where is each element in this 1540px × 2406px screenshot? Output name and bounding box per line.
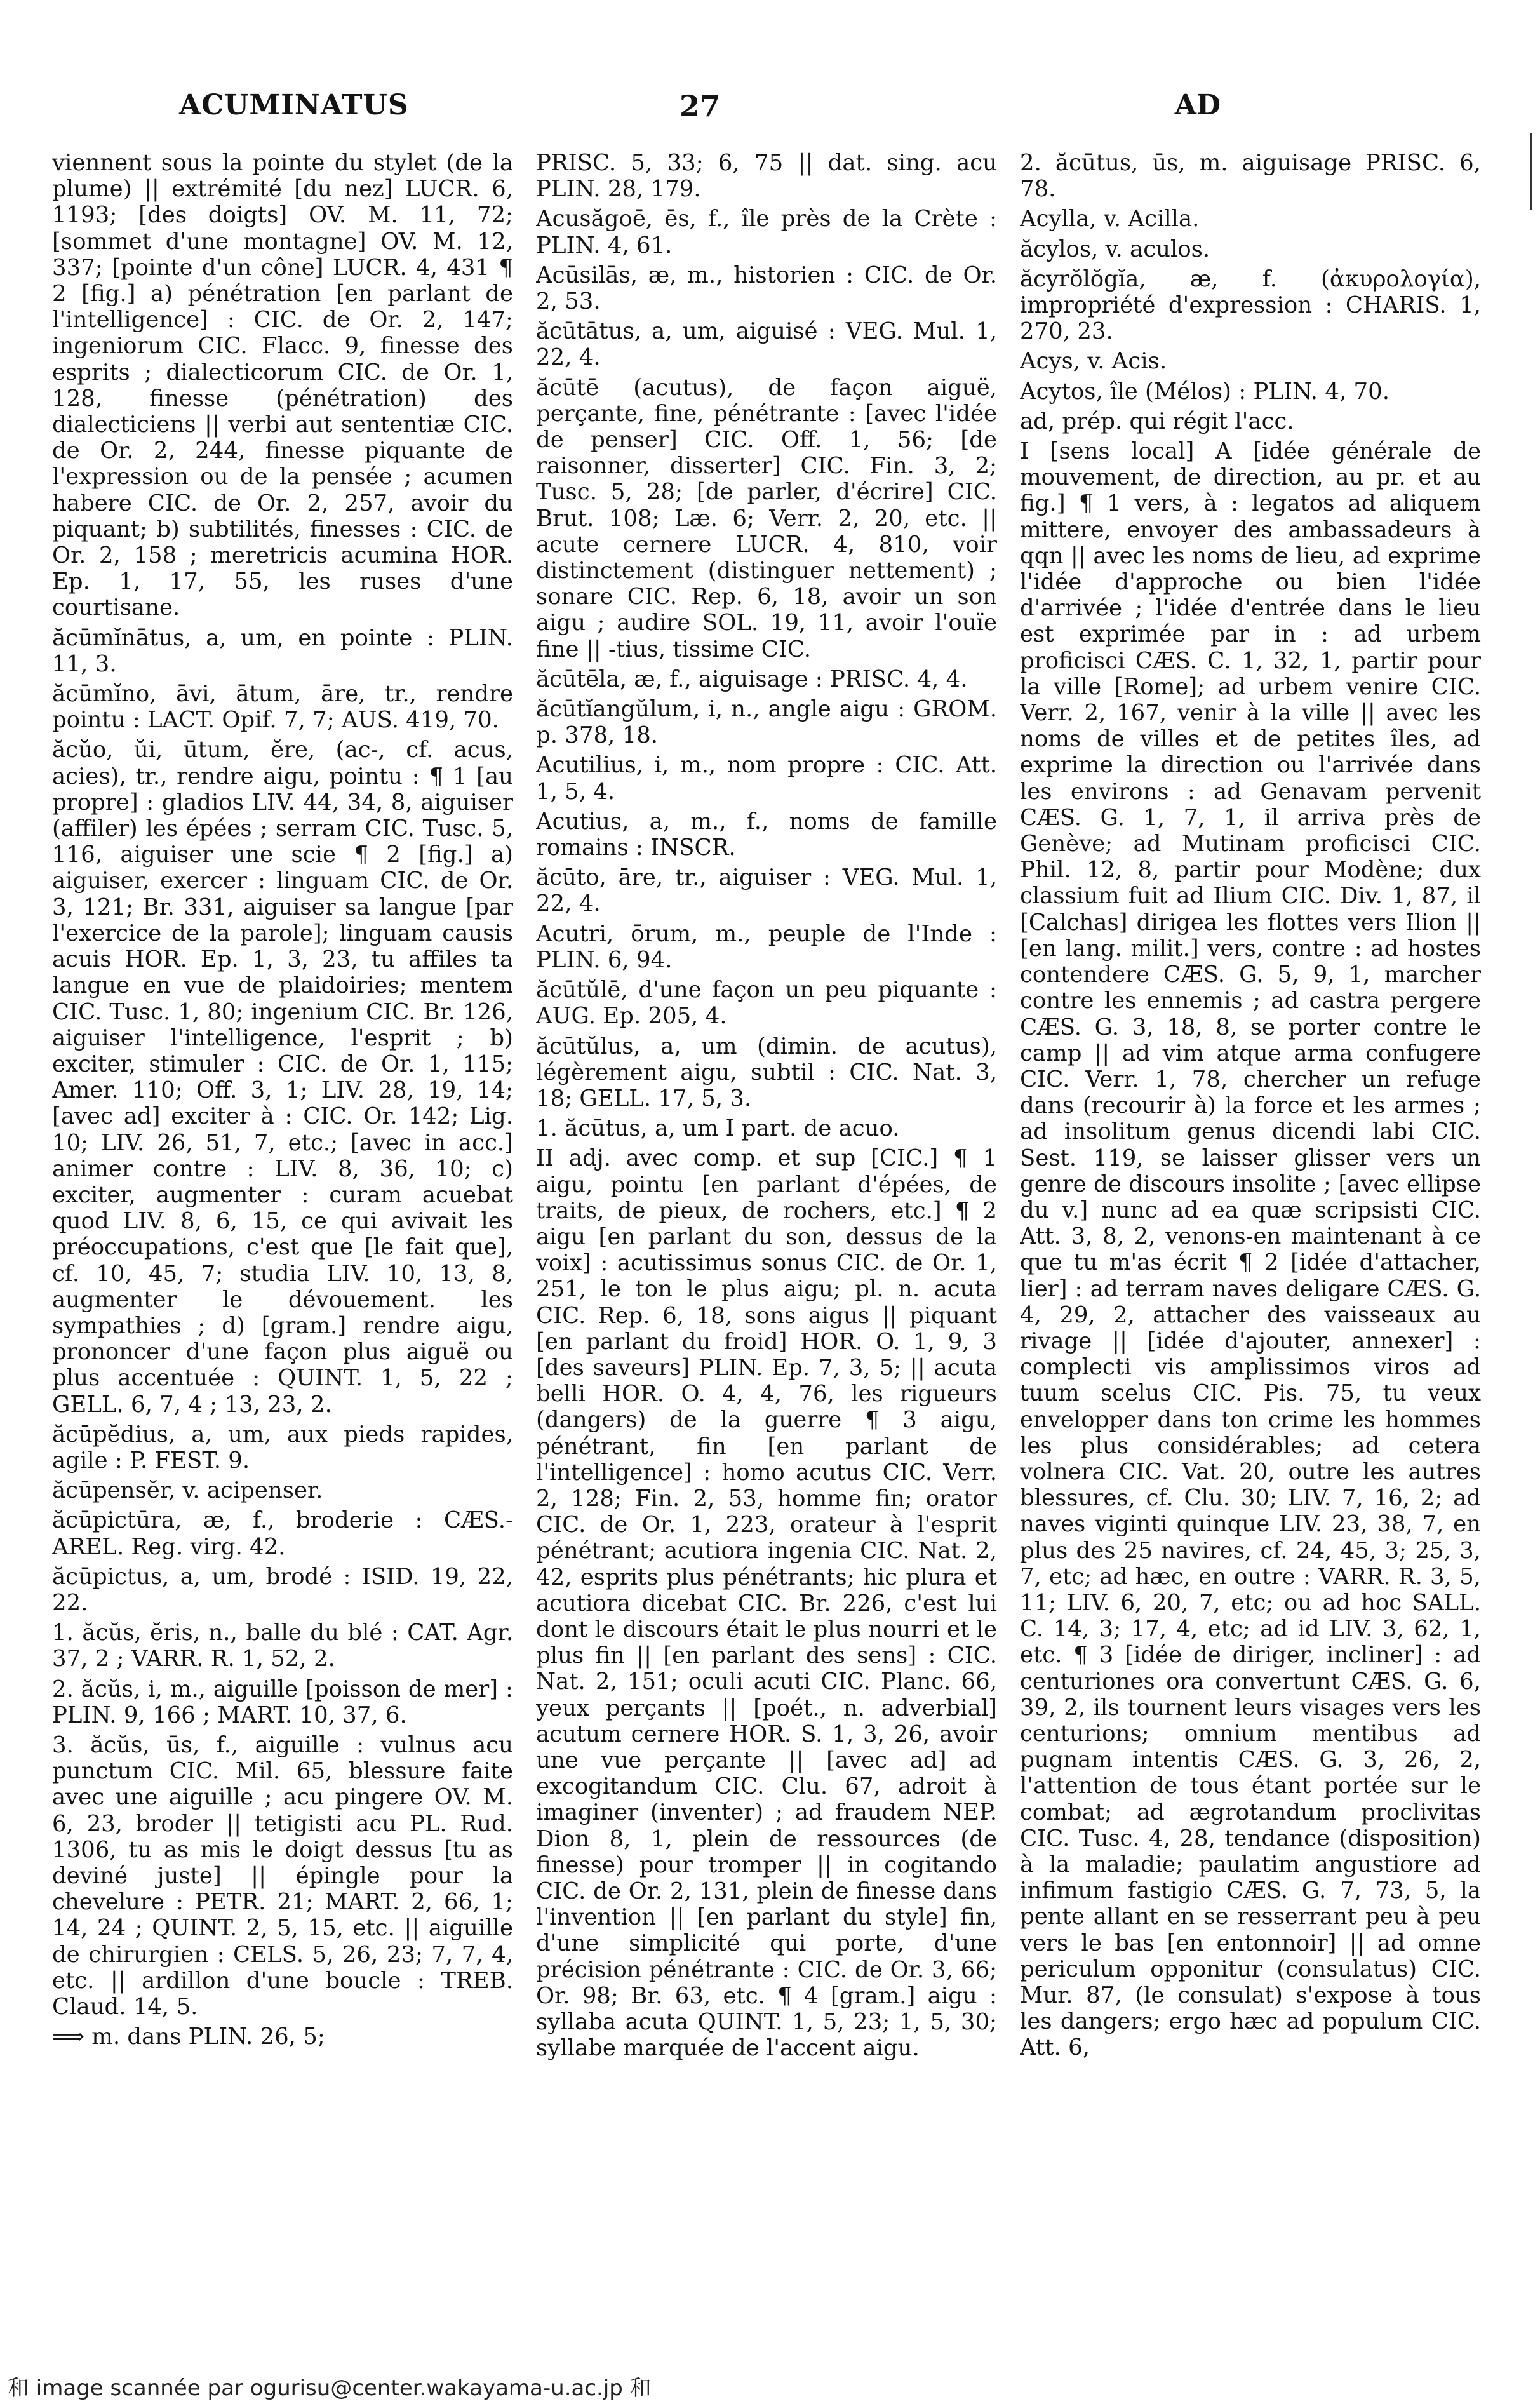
dictionary-entry: ăcūtātus, a, um, aiguisé : VEG. Mul. 1, 22, 4. xyxy=(536,318,997,371)
dictionary-entry: ăcūmĭno, āvi, ātum, āre, tr., rendre pointu : LACT. Opif. 7, 7; AUS. 419, 70. xyxy=(52,681,513,734)
dictionary-entry: ⟹ m. dans PLIN. 26, 5; xyxy=(52,2024,325,2050)
dictionary-entry: 3. ăcŭs, ūs, f., aiguille : vulnus acu punctum CIC. Mil. 65, blessure faite avec une aiguille ; acu pingere OV. M. 6, 23, broder || tetigisti acu PL. Rud. 1306, tu as mis le doigt dessus [tu as deviné juste] || épingle pour la chevelure : PETR. 21; MART. 2, 66, 1; 14, 24 ; QUINT. 2, 5, 15, etc. || aiguille de chirurgien : CELS. 5, 26, 23; 7, 7, 4, etc. || ardillon d'une boucle : TREB. Claud. 14, 5. xyxy=(52,1731,513,2020)
dictionary-entry: ăcūtĭangŭlum, i, n., angle aigu : GROM. p. 378, 18. xyxy=(536,696,997,749)
dictionary-entry: 2. ăcūtus, ūs, m. aiguisage PRISC. 6, 78. xyxy=(1020,150,1481,203)
dictionary-entry: ăcūpictūra, æ, f., broderie : CÆS.-AREL. Reg. virg. 42. xyxy=(52,1507,513,1560)
dictionary-entry: Acūsilās, æ, m., historien : CIC. de Or. 2, 53. xyxy=(536,262,997,315)
dictionary-entry: Acylla, v. Acilla. xyxy=(1020,206,1200,232)
dictionary-entry: ăcylos, v. aculos. xyxy=(1020,236,1210,262)
dictionary-entry: 2. ăcŭs, i, m., aiguille [poisson de mer] : PLIN. 9, 166 ; MART. 10, 37, 6. xyxy=(52,1676,513,1728)
dictionary-entry: ăcūpĕdius, a, um, aux pieds rapides, agile : P. FEST. 9. xyxy=(52,1421,513,1474)
dictionary-entry: viennent sous la pointe du stylet (de la plume) || extrémité [du nez] LUCR. 6, 1193; [des doigts] OV. M. 11, 72; [sommet d'une montagne] OV. M. 12, 337; [pointe d'un cône] LUCR. 4, 431 ¶ 2 [fig.] a) pénétration [en parlant de l'intelligence] : CIC. de Or. 2, 147; ingeniorum CIC. Flacc. 9, finesse des esprits ; dialecticorum CIC. de Or. 1, 128, finesse (pénétration) des dialecticiens || verbi aut sententiæ CIC. de Or. 2, 244, finesse piquante de l'expression ou de la pensée ; acumen habere CIC. de Or. 2, 257, avoir du piquant; b) subtilités, finesses : CIC. de Or. 2, 158 ; meretricis acumina HOR. Ep. 1, 17, 55, les ruses d'une courtisane. xyxy=(52,150,513,621)
dictionary-entry: Acys, v. Acis. xyxy=(1020,348,1167,375)
dictionary-entry: 1. ăcŭs, ĕris, n., balle du blé : CAT. Agr. 37, 2 ; VARR. R. 1, 52, 2. xyxy=(52,1620,513,1672)
running-head-right: AD xyxy=(1174,89,1221,121)
dictionary-entry: ăcūtŭlus, a, um (dimin. de acutus), légèrement aigu, subtil : CIC. Nat. 3, 18; GELL. 17, 5, 3. xyxy=(536,1033,997,1112)
dictionary-columns xyxy=(52,150,1481,2306)
dictionary-entry: ăcŭo, ŭi, ūtum, ĕre, (ac-, cf. acus, acies), tr., rendre aigu, pointu : ¶ 1 [au propre] : gladios LIV. 44, 34, 8, aiguiser (affiler) les épées ; serram CIC. Tusc. 5, 116, aiguiser une scie ¶ 2 [fig.] a) aiguiser, exercer : linguam CIC. de Or. 3, 121; Br. 331, aiguiser sa langue [par l'exercice de la parole]; linguam causis acuis HOR. Ep. 1, 3, 23, tu affiles ta langue en vue de plaidoiries; mentem CIC. Tusc. 1, 80; ingenium CIC. Br. 126, aiguiser l'intelligence, l'esprit ; b) exciter, stimuler : CIC. de Or. 1, 115; Amer. 110; Off. 3, 1; LIV. 28, 19, 14; [avec ad] exciter à : CIC. Or. 142; Lig. 10; LIV. 26, 51, 7, etc.; [avec in acc.] animer contre : LIV. 8, 36, 10; c) exciter, augmenter : curam acuebat quod LIV. 8, 6, 15, ce qui avivait les préoccupations, c'est que [le fait que], cf. 10, 45, 7; studia LIV. 10, 13, 8, augmenter le dévouement. les sympathies ; d) [gram.] rendre aigu, prononcer d'une façon plus aiguë ou plus accentuée : QUINT. 1, 5, 22 ; GELL. 6, 7, 4 ; 13, 23, 2. xyxy=(52,737,513,1418)
column-right xyxy=(1020,150,1481,2306)
dictionary-entry: Acytos, île (Mélos) : PLIN. 4, 70. xyxy=(1020,378,1389,405)
column-middle xyxy=(536,150,997,2306)
page-number: 27 xyxy=(679,89,721,123)
dictionary-entry: Acusăgoē, ēs, f., île près de la Crète : PLIN. 4, 61. xyxy=(536,206,997,259)
dictionary-entry: 1. ăcūtus, a, um I part. de acuo. xyxy=(536,1115,900,1142)
margin-rule xyxy=(1530,133,1532,210)
column-left xyxy=(52,150,513,2306)
page-header xyxy=(179,89,1221,127)
dictionary-entry: I [sens local] A [idée générale de mouvement, de direction, au pr. et au fig.] ¶ 1 vers, à : legatos ad aliquem mittere, envoyer des ambassadeurs à qqn || avec les noms de lieu, ad exprime l'idée d'approche ou bien l'idée d'arrivée ; l'idée d'entrée dans le lieu est exprimée par in : ad urbem proficisci CÆS. C. 1, 32, 1, partir pour la ville [Rome]; ad urbem venire CIC. Verr. 2, 167, venir à la ville || avec les noms de villes et de petites îles, ad exprime la direction ou l'arrivée dans les environs : ad Genavam pervenit CÆS. G. 1, 7, 1, il arriva près de Genève; ad Mutinam proficisci CIC. Phil. 12, 8, partir pour Modène; dux classium fuit ad Ilium CIC. Div. 1, 87, il [Calchas] dirigea les flottes vers Ilion || [en lang. milit.] vers, contre : ad hostes contendere CÆS. G. 5, 9, 1, marcher contre les ennemis ; ad castra pergere CÆS. G. 3, 18, 8, se porter contre le camp || ad vim atque arma confugere CIC. Verr. 1, 78, chercher un refuge dans (recourir à) la force et les armes ; ad insolitum genus dicendi labi CIC. Sest. 119, se laisser glisser vers un genre de discours insolite ; [avec ellipse du v.] nunc ad ea quæ scripsisti CIC. Att. 3, 8, 2, venons-en maintenant à ce que tu m'as écrit ¶ 2 [idée d'attacher, lier] : ad terram naves deligare CÆS. G. 4, 29, 2, attacher des vaisseaux au rivage || [idée d'ajouter, annexer] : complecti vis amplissimos viros ad tuum scelus CIC. Pis. 75, tu veux envelopper dans ton crime les hommes les plus considérables; ad cetera volnera CIC. Vat. 20, outre les autres blessures, cf. Clu. 30; LIV. 7, 16, 2; ad naves viginti quinque LIV. 23, 38, 7, en plus des 25 navires, cf. 24, 45, 3; 25, 3, 7, etc; ad hæc, en outre : VARR. R. 3, 5, 11; LIV. 6, 20, 7, etc; ou ad hoc SALL. C. 14, 3; 17, 4, etc; ad id LIV. 3, 62, 1, etc. ¶ 3 [idée de diriger, incliner] : ad centuriones ora convertunt CÆS. G. 6, 39, 2, ils tournent leurs visages vers les centurions; omnium mentibus ad pugnam intentis CÆS. G. 3, 26, 2, l'attention de tous étant portée sur le combat; ad ægrotandum proclivitas CIC. Tusc. 4, 28, tendance (disposition) à la maladie; paulatim angustiore ad infimum fastigio CÆS. G. 7, 73, 5, la pente allant en se resserrant peu à peu vers le bas [en entonnoir] || ad omne periculum opponitur (consulatus) CIC. Mur. 87, (le consulat) s'expose à tous les dangers; ergo hæc ad populum CIC. Att. 6, xyxy=(1020,438,1481,2061)
dictionary-entry: Acutri, ōrum, m., peuple de l'Inde : PLIN. 6, 94. xyxy=(536,920,997,973)
dictionary-entry: ad, prép. qui régit l'acc. xyxy=(1020,408,1294,434)
running-head-left: ACUMINATUS xyxy=(179,89,409,121)
dictionary-entry: PRISC. 5, 33; 6, 75 || dat. sing. acu PLIN. 28, 179. xyxy=(536,150,997,203)
dictionary-entry: Acutius, a, m., f., noms de famille romains : INSCR. xyxy=(536,808,997,861)
dictionary-entry: ăcūtē (acutus), de façon aiguë, perçante, fine, pénétrante : [avec l'idée de penser] CIC. Off. 1, 56; [de raisonner, disserter] CIC. Fin. 3, 2; Tusc. 5, 28; [de parler, d'écrire] CIC. Brut. 108; Læ. 6; Verr. 2, 20, etc. || acute cernere LUCR. 4, 810, voir distinctement (distinguer nettement) ; sonare CIC. Rep. 6, 18, avoir un son aigu ; audire SOL. 19, 11, avoir l'ouïe fine || -tius, tissime CIC. xyxy=(536,374,997,662)
dictionary-entry: Acutilius, i, m., nom propre : CIC. Att. 1, 5, 4. xyxy=(536,752,997,805)
dictionary-entry: ăcūtŭlē, d'une façon un peu piquante : AUG. Ep. 205, 4. xyxy=(536,977,997,1030)
dictionary-entry: ăcūpensĕr, v. acipenser. xyxy=(52,1477,323,1504)
dictionary-entry: II adj. avec comp. et sup [CIC.] ¶ 1 aigu, pointu [en parlant d'épées, de traits, de pieux, de rochers, etc.] ¶ 2 aigu [en parlant du son, dessus de la voix] : acutissimus sonus CIC. de Or. 1, 251, le ton le plus aigu; pl. n. acuta CIC. Rep. 6, 18, sons aigus || piquant [en parlant du froid] HOR. O. 1, 9, 3 [des saveurs] PLIN. Ep. 7, 3, 5; || acuta belli HOR. O. 4, 4, 76, les rigueurs (dangers) de la guerre ¶ 3 aigu, pénétrant, fin [en parlant de l'intelligence] : homo acutus CIC. Verr. 2, 128; Fin. 2, 53, homme fin; orator CIC. de Or. 1, 223, orateur à l'esprit pénétrant; acutiora ingenia CIC. Nat. 2, 42, esprits plus pénétrants; hic plura et acutiora dicebat CIC. Br. 226, c'est lui dont le discours était le plus nourri et le plus fin || [en parlant des sens] : CIC. Nat. 2, 151; oculi acuti CIC. Planc. 66, yeux perçants || [poét., n. adverbial] acutum cernere HOR. S. 1, 3, 26, avoir une vue perçante || [avec ad] ad excogitandum CIC. Clu. 67, adroit à imaginer (inventer) ; ad fraudem NEP. Dion 8, 1, plein de ressources (de finesse) pour tromper || in cogitando CIC. de Or. 2, 131, plein de finesse dans l'invention || [en parlant du style] fin, d'une simplicité qui porte, d'une précision pénétrante : CIC. de Or. 3, 66; Or. 98; Br. 63, etc. ¶ 4 [gram.] aigu : syllaba acuta QUINT. 1, 5, 23; 1, 5, 30; syllabe marquée de l'accent aigu. xyxy=(536,1145,997,2062)
dictionary-entry: ăcūmĭnātus, a, um, en pointe : PLIN. 11, 3. xyxy=(52,624,513,677)
dictionary-entry: ăcūtēla, æ, f., aiguisage : PRISC. 4, 4. xyxy=(536,666,968,692)
dictionary-entry: ăcyrŏlŏgĭa, æ, f. (ἀκυρολογία), impropriété d'expression : CHARIS. 1, 270, 23. xyxy=(1020,265,1481,345)
scan-credit-footer: 和 image scannée par ogurisu@center.wakayama-u.ac.jp 和 xyxy=(8,2376,652,2401)
dictionary-entry: ăcūto, āre, tr., aiguiser : VEG. Mul. 1, 22, 4. xyxy=(536,864,997,917)
dictionary-entry: ăcūpictus, a, um, brodé : ISID. 19, 22, 22. xyxy=(52,1563,513,1616)
